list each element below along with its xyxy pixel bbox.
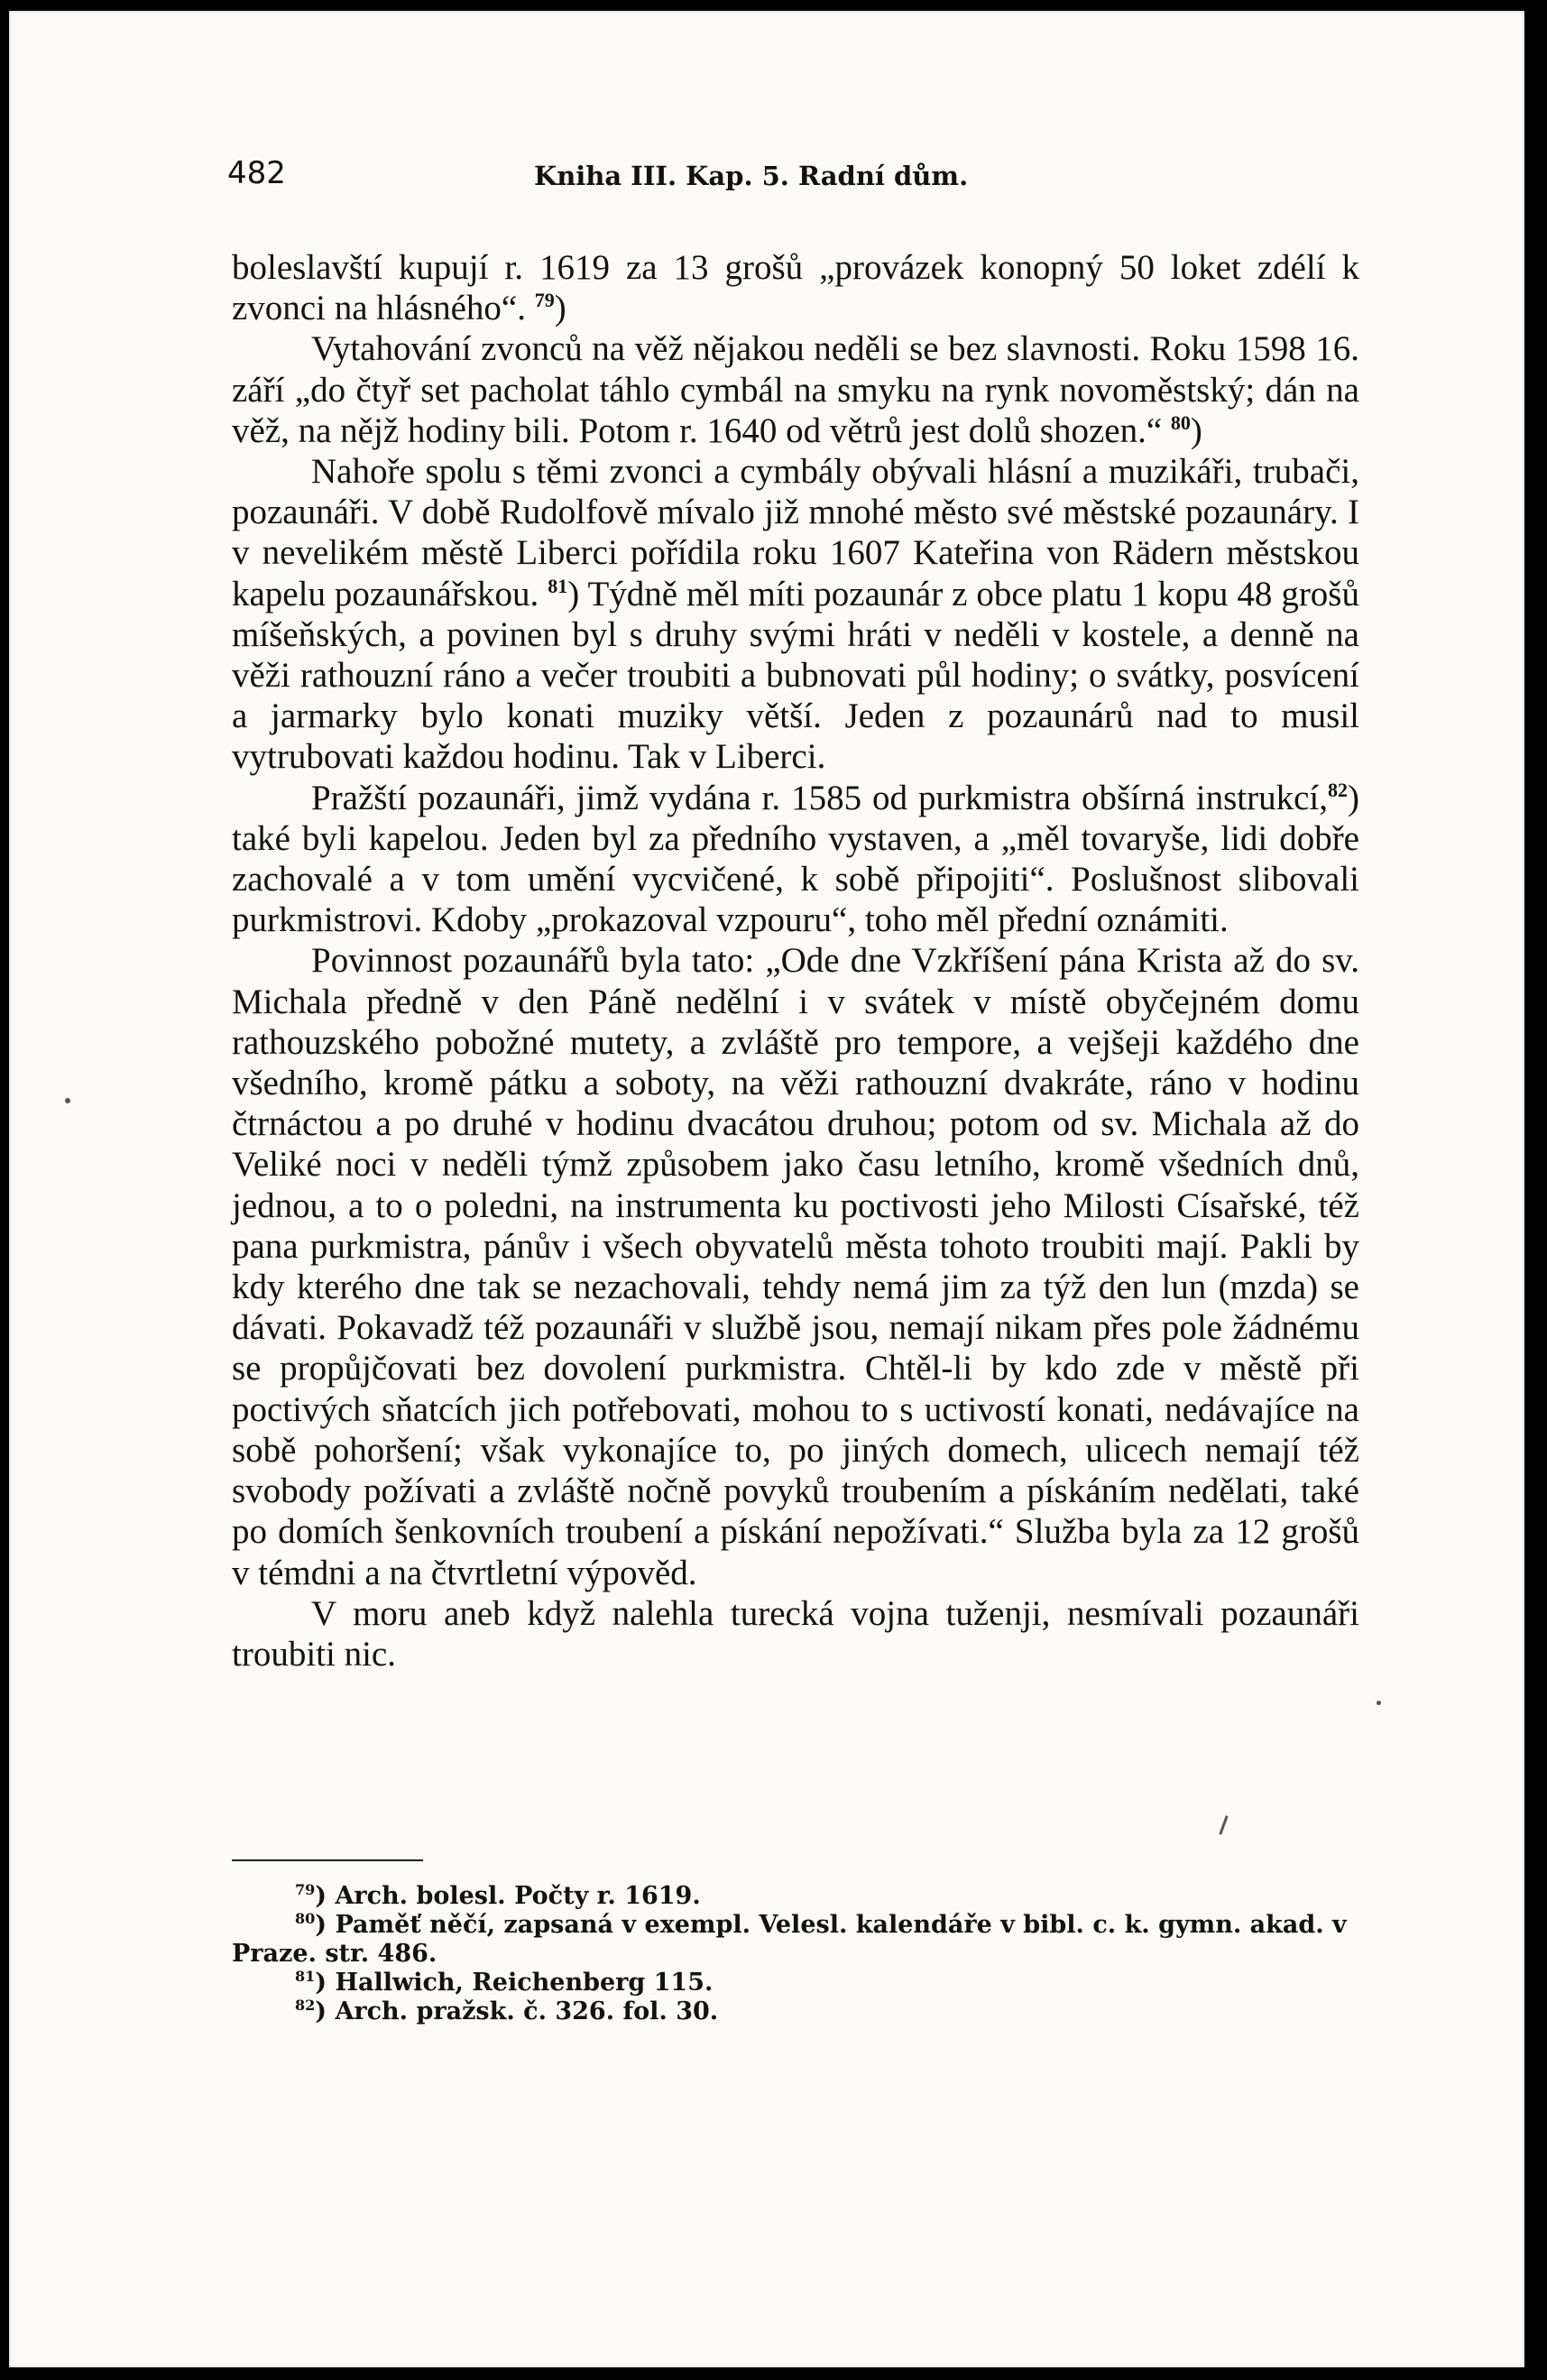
page-header: [227, 155, 1382, 200]
paragraph-text: ): [1190, 411, 1202, 450]
footnote-text: ) Paměť něčí, zapsaná v exempl. Velesl. kalendáře v bibl. c. k. gymn. akad. v Praze. str. 486.: [232, 1911, 1347, 1968]
paragraph-text: Nahoře spolu s těmi zvonci a cymbály obývali hlásní a muzikáři, trubači, pozaunáři. V době Rudolfově mívalo již mnohé město své městské pozaunáry. I v nevelikém městě Liberci pořídila roku 1607 Kateřina von Rädern městskou kapelu pozaunářskou.: [232, 452, 1359, 613]
footnote-mark: 81: [295, 1968, 316, 1985]
footnote-text: ) Arch. pražsk. č. 326. fol. 30.: [315, 1997, 719, 2025]
footnote: [232, 1882, 1359, 1911]
body-text: [232, 247, 1359, 1674]
footnote: [232, 1969, 1359, 1997]
paragraph: [232, 1593, 1359, 1674]
footnote-text: ) Hallwich, Reichenberg 115.: [315, 1969, 714, 1997]
scan-speck: [1219, 1815, 1228, 1835]
book-page: [9, 11, 1524, 2367]
footnote-reference: 79: [534, 289, 555, 312]
paragraph-text: Povinnost pozaunářů byla tato: „Ode dne Vzkříšení pána Krista až do sv. Michala předně v den Páně nedělní i v svátek v místě obyčejném domu rathouzského pobožné mutety, a zvláště pro tempore, a vejšeji každého dne všedního, kromě pátku a soboty, na věži rathouzní dvakráte, ráno v hodinu čtrnáctou a po druhé v hodinu dvacátou druhou; potom od sv. Michala až do Veliké noci v neděli týmž způsobem jako času letního, kromě všedních dnů, jednou, a to o poledni, na instrumenta ku poctivosti jeho Milosti Císařské, též pana purkmistra, pánův i všech obyvatelů města tohoto troubiti mají. Pakli by kdy kterého dne tak se nezachovali, tehdy nemá jim za týž den lun (mzda) se dávati. Pokavadž též pozaunáři v službě jsou, nemají nikam přes pole žádnému se propůjčovati bez dovolení purkmistra. Chtěl-li by kdo zde v městě při poctivých sňatcích jich potřebovati, mohou to s uctivostí konati, nedávajíce na sobě pohoršení; však vykonajíce to, po jiných domech, ulicech nemají též svobody požívati a zvláště nočně povyků troubením a pískáním nedělati, také po domích šenkovních troubení a pískání nepožívati.“ Služba byla za 12 grošů v témdni a na čtvrtletní výpověd.: [232, 941, 1359, 1592]
scan-speck: [65, 1098, 70, 1103]
footnotes: [232, 1882, 1359, 2026]
scan-speck: [1377, 1701, 1381, 1705]
paragraph: [232, 247, 1359, 328]
footnote-reference: 82: [1328, 778, 1348, 801]
paragraph-text: Pražští pozaunáři, jimž vydána r. 1585 od purkmistra obšírná instrukcí,: [311, 778, 1328, 817]
paragraph-text: Vytahování zvonců na věž nějakou neděli se bez slavnosti. Roku 1598 16. září „do čtyř set pacholat táhlo cymbál na smyku na rynk novoměstský; dán na věž, na nějž hodiny bili. Potom r. 1640 od větrů jest dolů shozen.“: [232, 329, 1359, 450]
paragraph-text: ) také byli kapelou. Jeden byl za předního vystaven, a „měl tovaryše, lidi dobře zachovalé a v tom umění vycvičené, k sobě připojiti“. Poslušnost slibovali purkmistrovi. Kdoby „prokazoval vzpouru“, toho měl přední oznámiti.: [232, 778, 1359, 940]
footnote-reference: 80: [1170, 411, 1191, 434]
paragraph: [232, 328, 1359, 451]
paragraph: [232, 778, 1359, 941]
paragraph: [232, 940, 1359, 1592]
footnote-mark: 79: [295, 1881, 316, 1898]
running-head: Kniha III. Kap. 5. Radní dům.: [534, 161, 969, 191]
footnote-text: ) Arch. bolesl. Počty r. 1619.: [315, 1882, 701, 1910]
paragraph-text: boleslavští kupují r. 1619 za 13 grošů „provázek konopný 50 loket zdélí k zvonci na hlásného“.: [232, 248, 1359, 328]
page-number: 482: [227, 155, 286, 191]
footnote-mark: 82: [295, 1997, 316, 2014]
paragraph-text: V moru aneb když nalehla turecká vojna tuženji, nesmívali pozaunáři troubiti nic.: [232, 1593, 1359, 1674]
footnote: [232, 1911, 1359, 1969]
paragraph: [232, 451, 1359, 778]
paragraph-text: ): [554, 289, 566, 328]
footnote-reference: 81: [548, 574, 568, 597]
footnote: [232, 1997, 1359, 2026]
paragraph-text: ) Týdně měl míti pozaunár z obce platu 1 kopu 48 grošů míšeňských, a povinen byl s druhy svými hráti v neděli v kostele, a denně na věži rathouzní ráno a večer troubiti a bubnovati půl hodiny; o svátky, posvícení a jarmarky bylo konati muziky větší. Jeden z pozaunárů nad to musil vytrubovati každou hodinu. Tak v Liberci.: [232, 574, 1359, 777]
footnote-mark: 80: [295, 1910, 316, 1927]
footnote-rule: [232, 1859, 423, 1861]
